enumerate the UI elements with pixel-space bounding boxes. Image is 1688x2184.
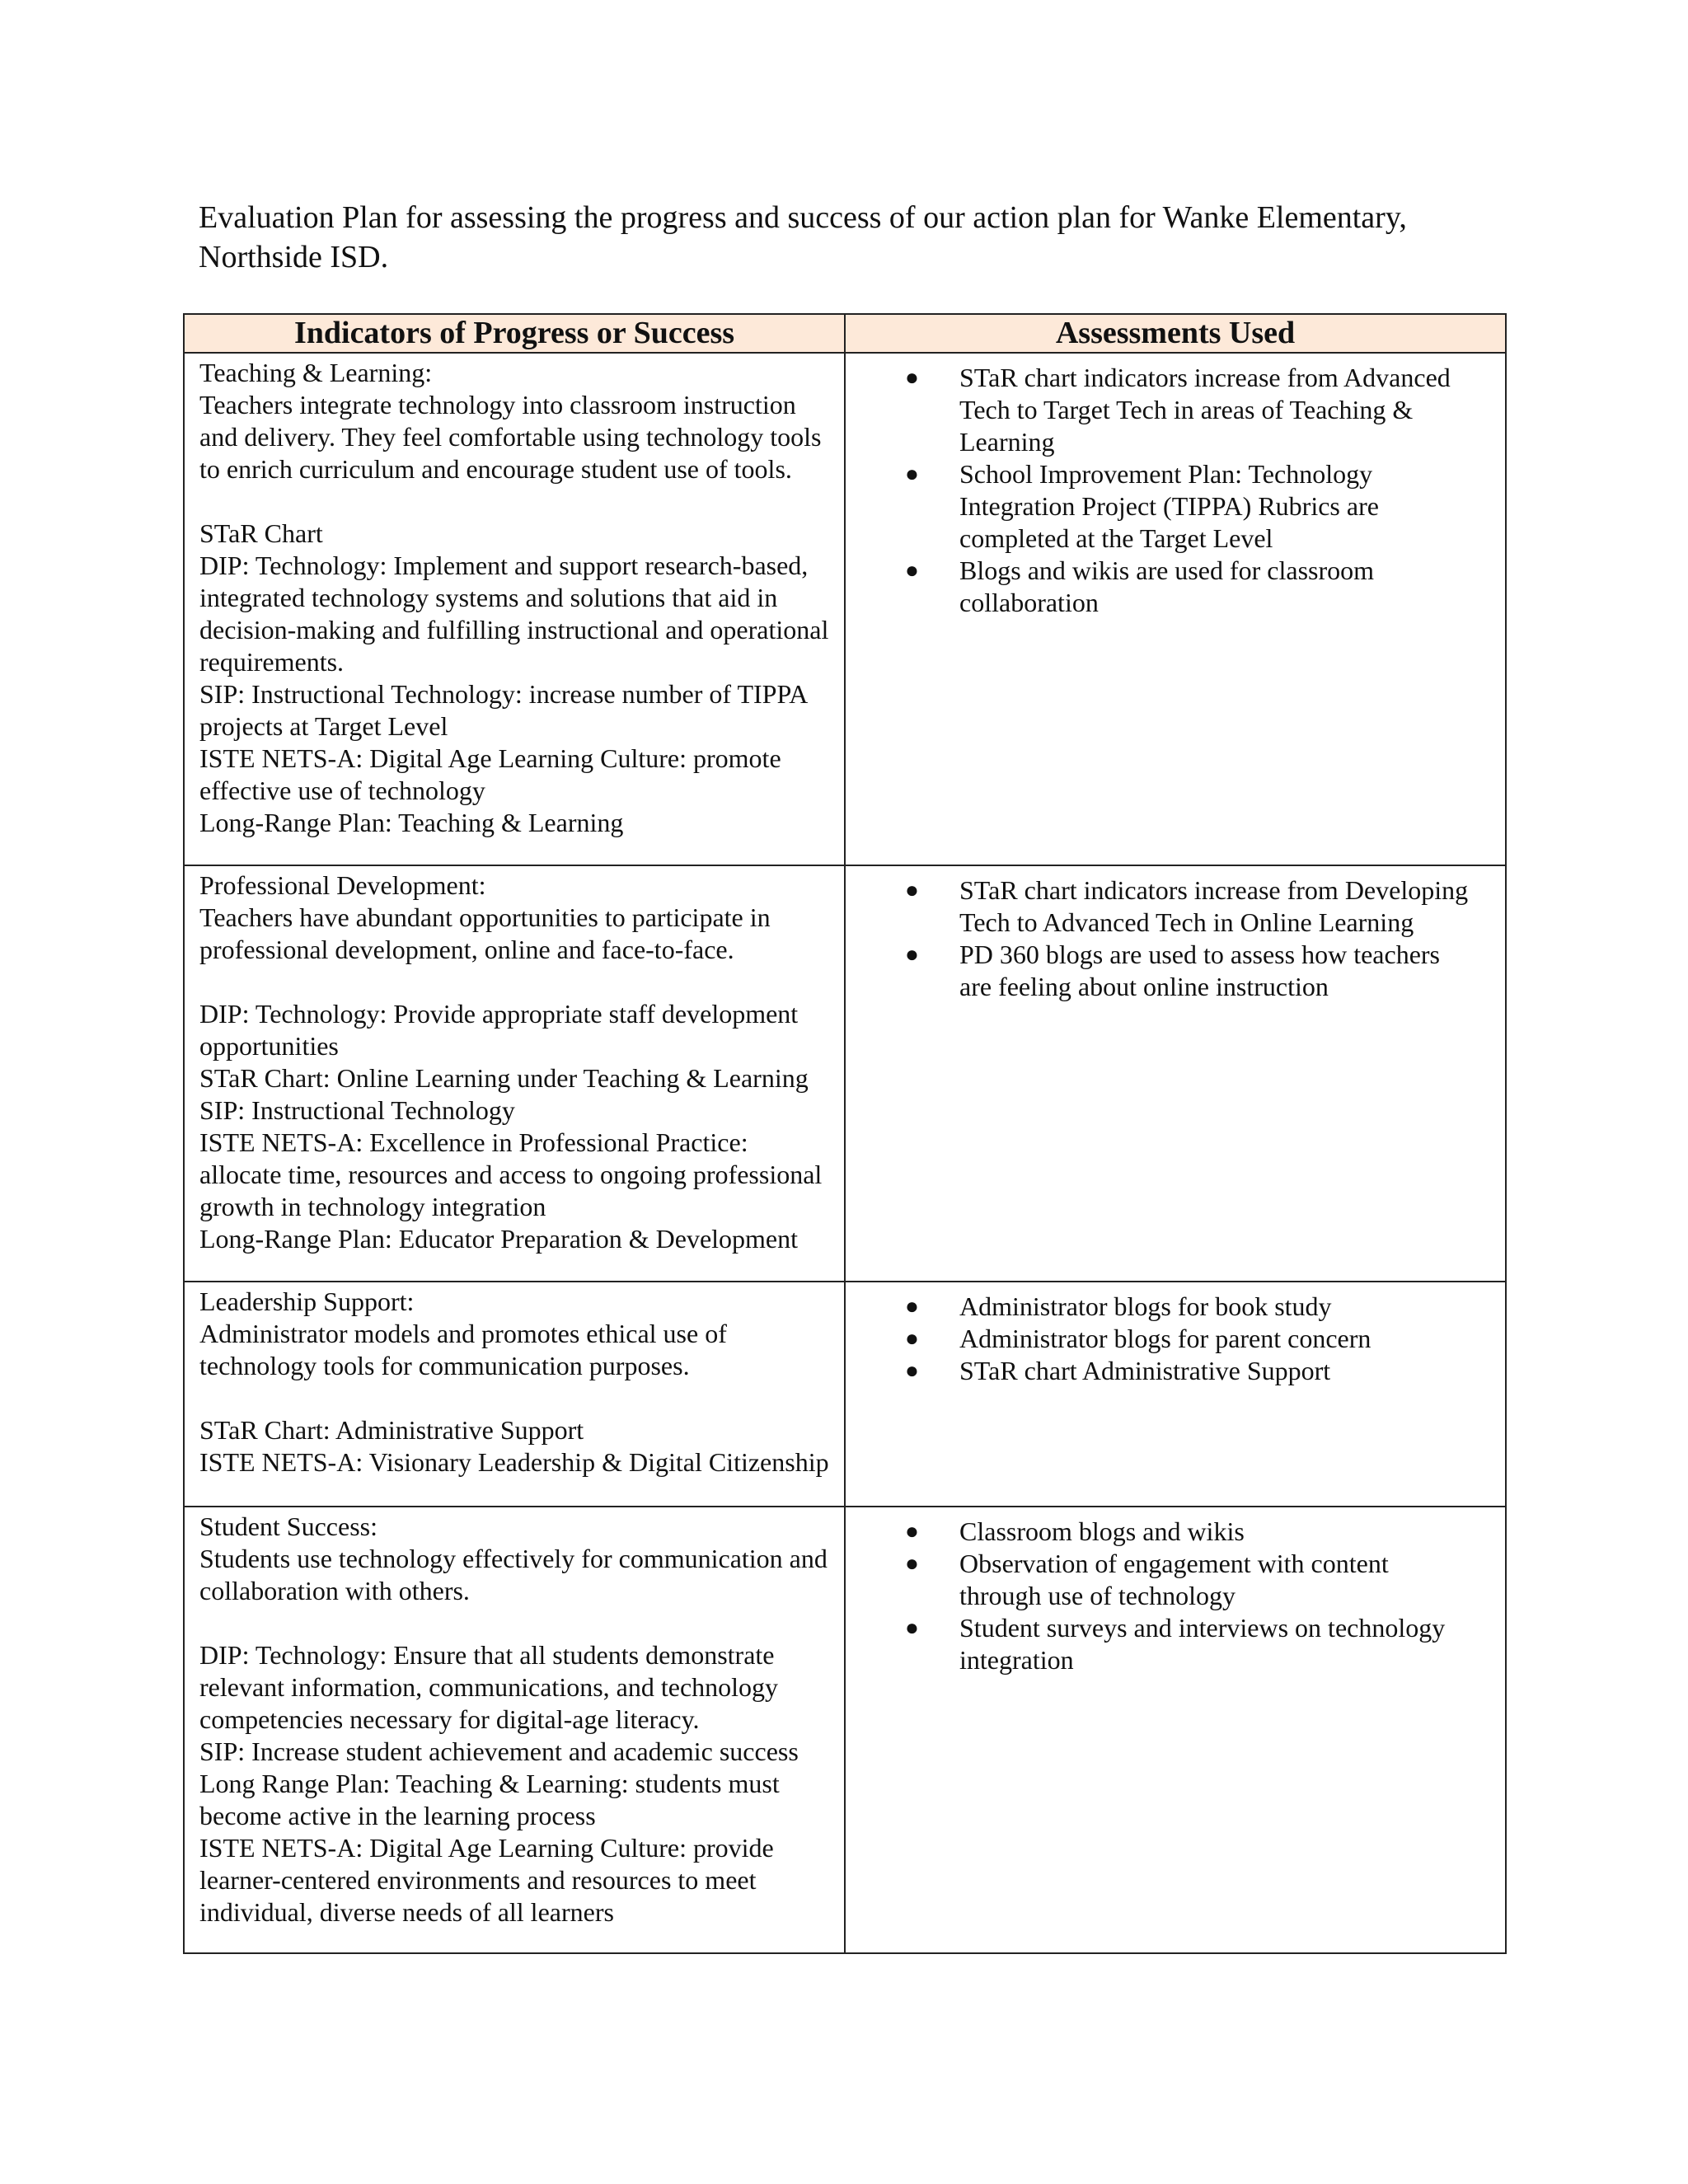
assessment-item: ● Blogs and wikis are used for classroom collaboration — [905, 555, 1375, 617]
assessment-item: ● PD 360 blogs are used to assess how teachers are feeling about online instruction — [905, 940, 1440, 1001]
bullet-icon: ● — [905, 462, 919, 487]
assessments-cell — [845, 1507, 1506, 1953]
bullet-icon: ● — [905, 1294, 919, 1319]
assessment-item: ● Administrator blogs for parent concern — [905, 1324, 1372, 1353]
assessment-list — [846, 1282, 1505, 1387]
assessments-cell — [845, 1282, 1506, 1507]
table-row — [184, 865, 1506, 1282]
indicator-cell — [184, 1282, 845, 1507]
assessments-cell — [845, 865, 1506, 1282]
indicator-cell — [184, 865, 845, 1282]
bullet-icon: ● — [905, 1358, 919, 1384]
table-row — [184, 1282, 1506, 1507]
assessment-item: ● Classroom blogs and wikis — [905, 1516, 1245, 1546]
indicator-text: Teaching & Learning: Teachers integrate technology into classroom instruction and delivery. They feel comfortable using technology tools to enrich curriculum and encourage student use of tools. STaR Chart DIP: Technology: Implement and support research-based, integrated technology systems and solutions that aid in decision-making and fulfilling instructional and operational requirements. SIP: Instructional Technology: increase number of TIPPA projects at Target Level ISTE NETS-A: Digital Age Learning Culture: promote effective use of technology Long-Range Plan: Teaching & Learning — [199, 358, 829, 837]
bullet-icon: ● — [905, 942, 919, 968]
table-row — [184, 353, 1506, 865]
evaluation-table — [183, 313, 1507, 1954]
bullet-icon: ● — [905, 1519, 919, 1544]
indicator-cell — [184, 353, 845, 865]
table-row — [184, 1507, 1506, 1953]
assessment-item: ● STaR chart indicators increase from Developing Tech to Advanced Tech in Online Learning — [905, 875, 1469, 937]
indicator-text: Student Success: Students use technology effectively for communication and collaboration with others. DIP: Technology: Ensure that all students demonstrate relevant information, communications, and technology competencies necessary for digital-age literacy. SIP: Increase student achievement and academic success Long Range Plan: Teaching & Learning: students must become active in the learning process ISTE NETS-A: Digital Age Learning Culture: provide learner-centered environments and resources to meet individual, diverse needs of all learners — [199, 1511, 828, 1927]
assessment-item: ● STaR chart indicators increase from Advanced Tech to Target Tech in areas of Teaching & Learning — [905, 363, 1451, 457]
header-indicators: Indicators of Progress or Success — [184, 314, 845, 353]
indicator-text: Professional Development: Teachers have abundant opportunities to participate in professional development, online and face-to-face. DIP: Technology: Provide appropriate staff development opportunities STaR Chart: Online Learning under Teaching & Learning SIP: Instructional Technology ISTE NETS-A: Excellence in Professional Practice: allocate time, resources and access to ongoing professional growth in technology integration Long-Range Plan: Educator Preparation & Development — [199, 870, 823, 1254]
document-title: Evaluation Plan for assessing the progress and success of our action plan for Wanke Elementary, Northside ISD. — [199, 200, 1407, 274]
bullet-icon: ● — [905, 1326, 919, 1352]
bullet-icon: ● — [905, 878, 919, 903]
assessment-item: ● School Improvement Plan: Technology Integration Project (TIPPA) Rubrics are completed at the Target Level — [905, 459, 1379, 553]
header-assessments: Assessments Used — [845, 314, 1506, 353]
bullet-icon: ● — [905, 1615, 919, 1641]
table-header-row — [184, 314, 1506, 353]
bullet-icon: ● — [905, 1551, 919, 1577]
assessment-item: ● Student surveys and interviews on technology integration — [905, 1613, 1446, 1675]
indicator-text: Leadership Support: Administrator models and promotes ethical use of technology tools for communication purposes. STaR Chart: Administrative Support ISTE NETS-A: Visionary Leadership & Digital Citizenship — [199, 1286, 829, 1477]
assessment-item: ● Administrator blogs for book study — [905, 1291, 1332, 1321]
bullet-icon: ● — [905, 558, 919, 583]
assessment-item: ● STaR chart Administrative Support — [905, 1356, 1331, 1385]
bullet-icon: ● — [905, 365, 919, 391]
assessment-list — [846, 866, 1505, 1003]
assessment-item: ● Observation of engagement with content through use of technology — [905, 1549, 1389, 1610]
assessment-list — [846, 1507, 1505, 1676]
assessment-list — [846, 354, 1505, 619]
indicator-cell — [184, 1507, 845, 1953]
assessments-cell — [845, 353, 1506, 865]
